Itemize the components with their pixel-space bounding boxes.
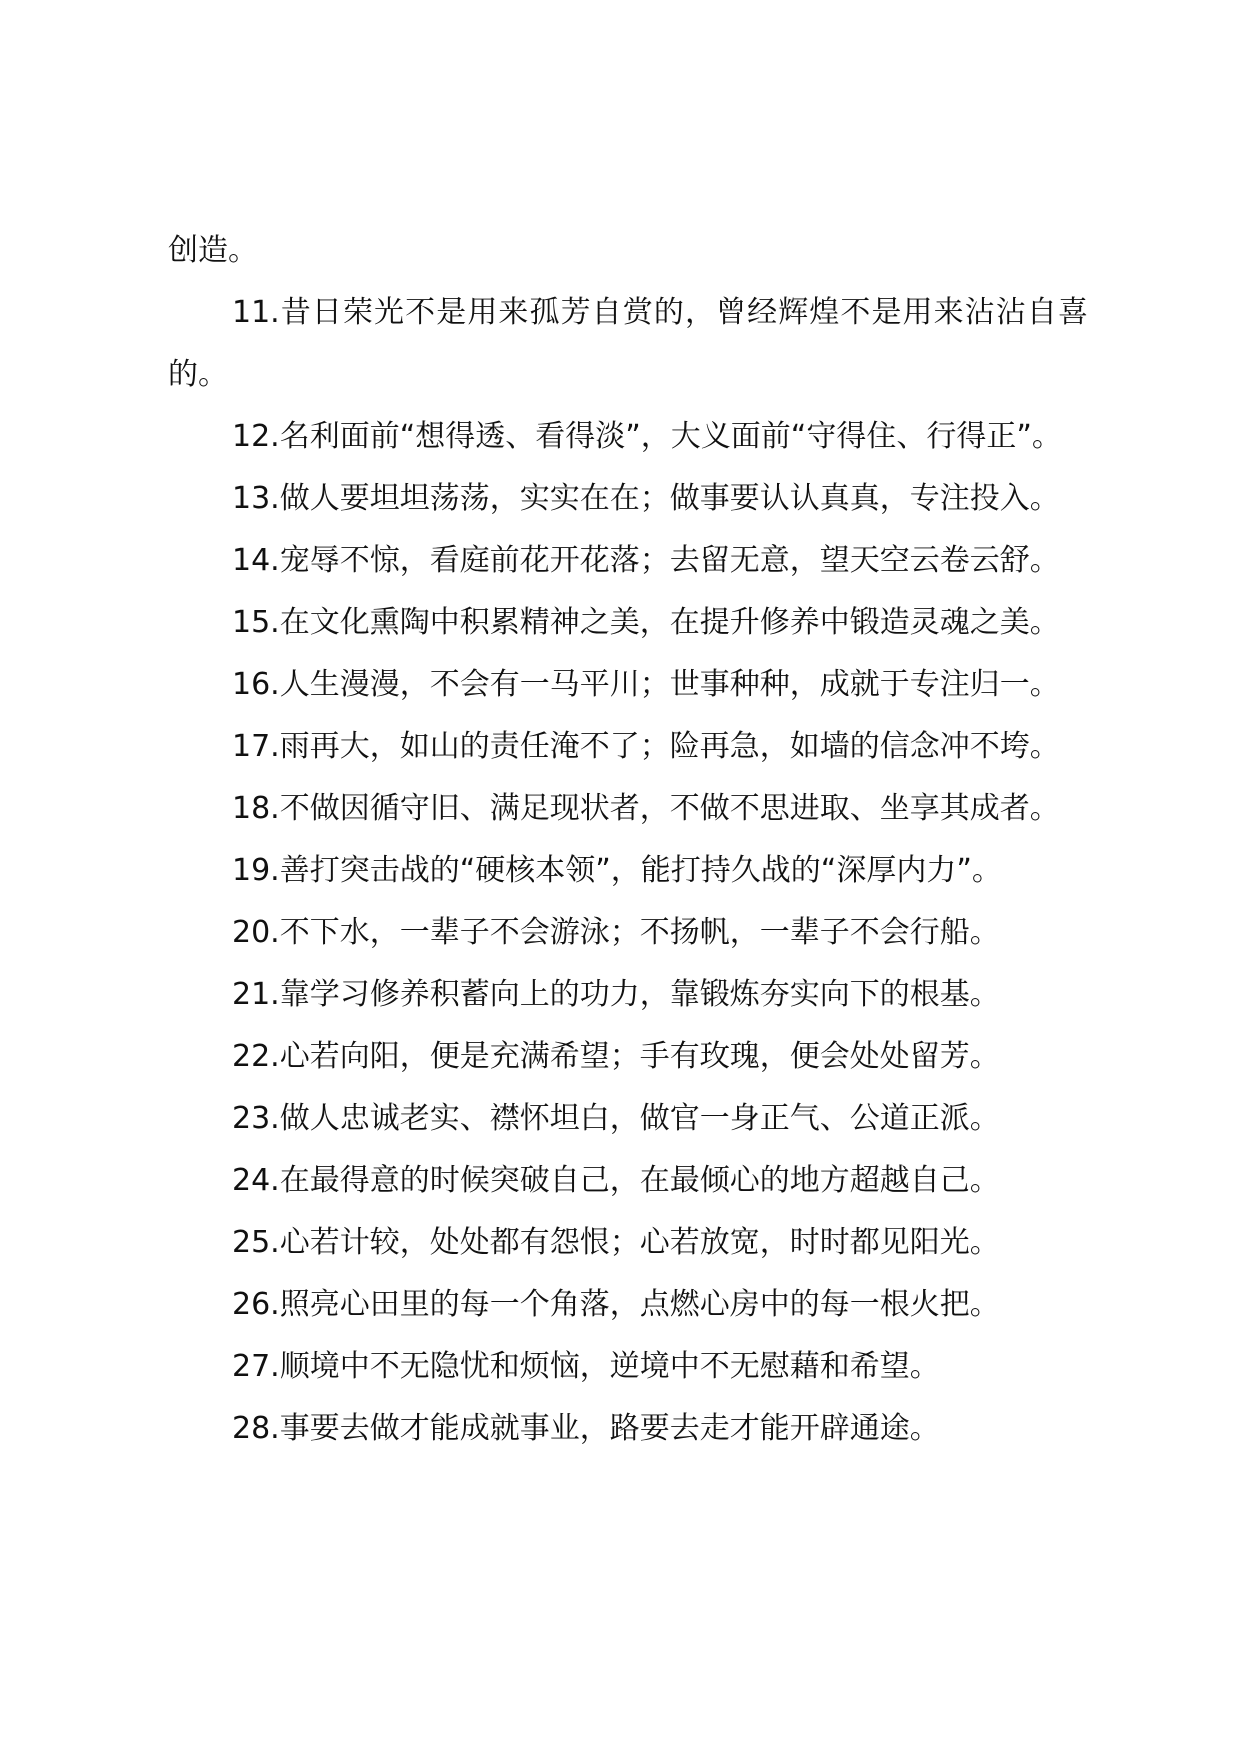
list-item-20: 20.不下水，一辈子不会游泳；不扬帆，一辈子不会行船。 <box>232 915 1000 950</box>
list-item-17: 17.雨再大，如山的责任淹不了；险再急，如墙的信念冲不垮。 <box>232 729 1060 764</box>
list-item-23: 23.做人忠诚老实、襟怀坦白，做官一身正气、公道正派。 <box>232 1101 1000 1136</box>
list-item-25: 25.心若计较，处处都有怨恨；心若放宽，时时都见阳光。 <box>232 1225 1000 1260</box>
list-item-12: 12.名利面前“想得透、看得淡”，大义面前“守得住、行得正”。 <box>232 419 1062 454</box>
document-body <box>168 220 1088 1460</box>
list-item-21: 21.靠学习修养积蓄向上的功力，靠锻炼夯实向下的根基。 <box>232 977 1000 1012</box>
list-item-22: 22.心若向阳，便是充满希望；手有玫瑰，便会处处留芳。 <box>232 1039 1000 1074</box>
continuation-paragraph: 创造。 <box>168 233 258 268</box>
list-item-19: 19.善打突击战的“硬核本领”，能打持久战的“深厚内力”。 <box>232 853 1002 888</box>
list-item-11: 11.昔日荣光不是用来孤芳自赏的，曾经辉煌不是用来沾沾自喜的。 <box>168 295 1088 392</box>
list-item-13: 13.做人要坦坦荡荡，实实在在；做事要认认真真，专注投入。 <box>232 481 1060 516</box>
list-item-24: 24.在最得意的时候突破自己，在最倾心的地方超越自己。 <box>232 1163 1000 1198</box>
list-item-26: 26.照亮心田里的每一个角落，点燃心房中的每一根火把。 <box>232 1287 1000 1322</box>
list-item-16: 16.人生漫漫，不会有一马平川；世事种种，成就于专注归一。 <box>232 667 1060 702</box>
list-item-28: 28.事要去做才能成就事业，路要去走才能开辟通途。 <box>232 1411 940 1446</box>
list-item-27: 27.顺境中不无隐忧和烦恼，逆境中不无慰藉和希望。 <box>232 1349 940 1384</box>
list-item-14: 14.宠辱不惊，看庭前花开花落；去留无意，望天空云卷云舒。 <box>232 543 1060 578</box>
list-item-18: 18.不做因循守旧、满足现状者，不做不思进取、坐享其成者。 <box>232 791 1060 826</box>
list-item-15: 15.在文化熏陶中积累精神之美，在提升修养中锻造灵魂之美。 <box>232 605 1060 640</box>
